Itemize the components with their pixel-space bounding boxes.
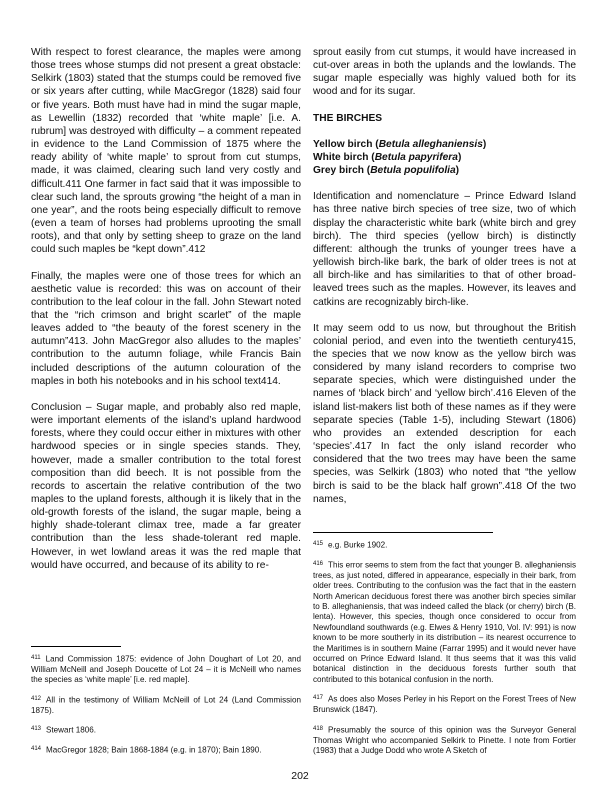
left-column: [31, 46, 301, 572]
left-footnotes: [31, 646, 301, 756]
paragraph-identification: Identification and nomenclature – Prince Edward Island has three native birch species of tree size, two of which display the characteristic white bark (white birch and grey birch). The third species (yellow birch) is distinctly different: although the trunks of younger trees have a yellowish birch-like bark, the bark of older trees is not at all birch-like and has similarities to that of other broad-leaved trees such as the maples. However, its leaves and catkins are recognizably birch-like.: [313, 191, 576, 308]
footnote-number: 413: [31, 726, 42, 733]
right-footnotes: [313, 532, 576, 756]
footnote-number: 415: [313, 541, 324, 547]
footnote-text: Presumably the source of this opinion was the Surveyor General Thomas Wright who accompanied Selkirk to Pinette. I note from Fortier (1983) that a Judge Dodd who wrote A Sketch of: [313, 725, 576, 755]
species-grey-birch: Grey birch (Betula populifolia): [313, 165, 460, 177]
footnote-412: [31, 694, 301, 716]
footnote-number: 418: [313, 725, 324, 732]
footnote-416: [313, 559, 576, 685]
right-column: [313, 46, 576, 506]
footnote-text: As does also Moses Perley in his Report on the Forest Trees of New Brunswick (1847).: [313, 694, 576, 715]
footnote-number: 412: [31, 695, 42, 702]
footnote-number: 411: [31, 655, 41, 661]
species-white-birch: White birch (Betula papyrifera): [313, 151, 462, 163]
footnote-411: [31, 653, 301, 686]
page-number: 202: [291, 770, 309, 782]
footnote-418: [313, 724, 576, 757]
section-heading: THE BIRCHES: [313, 112, 383, 124]
footnote-number: 416: [313, 560, 324, 567]
species-yellow-birch: Yellow birch (Betula alleghaniensis): [313, 138, 487, 150]
paragraph-aesthetic-value: Finally, the maples were one of those trees for which an aesthetic value is recorded: this was on account of their contribution to the leaf colour in the fall. John Stewart noted that the “rich crimson and bright scarlet” of the maple leaves added to “the beauty of the forest scenery in the autumn”413. John MacGregor also alludes to the maples’ contribution to the autumn foliage, while Francis Bain included descriptions of the autumn colouration of the maples in both his notebooks and in his school text414.: [31, 270, 301, 387]
paragraph-nomenclature-history: It may seem odd to us now, but throughout the British colonial period, and even into the twentieth century415, the species that we now know as the yellow birch was considered by many island recorders to comprise two separate species, which were distinguished under the names of ‘black birch’ and ‘yellow birch’.416 Eleven of the island list-makers list both of these names as if they were separate species (Table 1-5), including Stewart (1806) who provides an extended description for each ‘species’.417 In fact the only island recorder who considered that the two trees may have been the same species, was Selkirk (1803) who noted that “the yellow birch is said to be the black half grown”.418 Of the two names,: [313, 322, 576, 505]
footnote-text: MacGregor 1828; Bain 1868-1884 (e.g. in 1870); Bain 1890.: [46, 745, 262, 755]
footnote-text: All in the testimony of William McNeill of Lot 24 (Land Commission 1875).: [31, 695, 301, 715]
footnote-text: This error seems to stem from the fact that younger B. alleghaniensis trees, as just noted, differed in appearance, especially in their bark, from older trees. Contributing to the confusion was the fact that in the eastern North American deciduous forest there was another birch species similar to B. alleghaniensis, that was indeed called the black (or cherry) birch (B. lenta). However, this species, though once considered to occur from Newfoundland southwards (e.g. Elwes & Henry 1910, Vol. IV: 991) is now known to be more southerly in its distribution – its nearest occurrence to the Maritimes is in southern Maine (Farrar 1995) and it would never have occurred on Prince Edward Island. It thus seems that it was this valid botanical distinction in the deciduous forests further south that contributed to this botanical confusion in the north.: [313, 560, 576, 684]
paragraph-conclusion: Conclusion – Sugar maple, and probably also red maple, were important elements of the island’s upland hardwood forests, where they could occur either in mixtures with other hardwood species or in single species stands. They, however, made a smaller contribution to the total forest composition than did beech. It is not possible from the records to ascertain the relative contribution of the two maples to the upland forests, although it is likely that in the old-growth forests of the island, the sugar maple, being a highly shade-tolerant climax tree, made a far greater contribution than the less shade-tolerant red maple. However, in wet lowland areas it was the red maple that would have occurred, and because of its ability to re-: [31, 401, 301, 571]
paragraph-maple-continued: sprout easily from cut stumps, it would have increased in cut-over areas in both the uplands and the lowlands. The sugar maple especially was highly valued both for its wood and for its sugar.: [313, 47, 576, 98]
footnote-text: Stewart 1806.: [46, 725, 96, 735]
footnote-413: [31, 724, 301, 736]
footnote-text: e.g. Burke 1902.: [328, 540, 388, 550]
footnote-415: [313, 539, 576, 551]
footnote-414: [31, 744, 301, 756]
species-list: [313, 138, 576, 177]
paragraph-forest-clearance: With respect to forest clearance, the maples were among those trees whose stumps did not present a great obstacle: Selkirk (1803) stated that the stumps could be removed five or six years after cutting, while MacGregor (1828) said four or five years. Both must have had in mind the sugar maple, as Lewellin (1832) recorded that ‘white maple’ [i.e. A. rubrum] was destroyed with difficulty – a comment repeated in evidence to the Land Commission of 1875 where the ready ability of ‘white maple’ to sprout from cut stumps, made, it was claimed, clearing such land very costly and difficult.411 One farmer in fact said that it was impossible to clear such land, the sprouts growing “the height of a man in one year”, and the roots being especially difficult to remove (even a team of horses had problems uprooting the small roots), and that only by setting sheep to graze on the land could such maples be “kept down”.412: [31, 47, 301, 256]
footnote-number: 414: [31, 745, 42, 752]
footnote-417: [313, 693, 576, 715]
footnote-text: Land Commission 1875: evidence of John Doughart of Lot 20, and William McNeill and Joseph Doucette of Lot 24 – it is McNeill who names the species as ‘white maple’ [i.e. red maple].: [31, 654, 301, 685]
footnote-number: 417: [313, 695, 324, 702]
